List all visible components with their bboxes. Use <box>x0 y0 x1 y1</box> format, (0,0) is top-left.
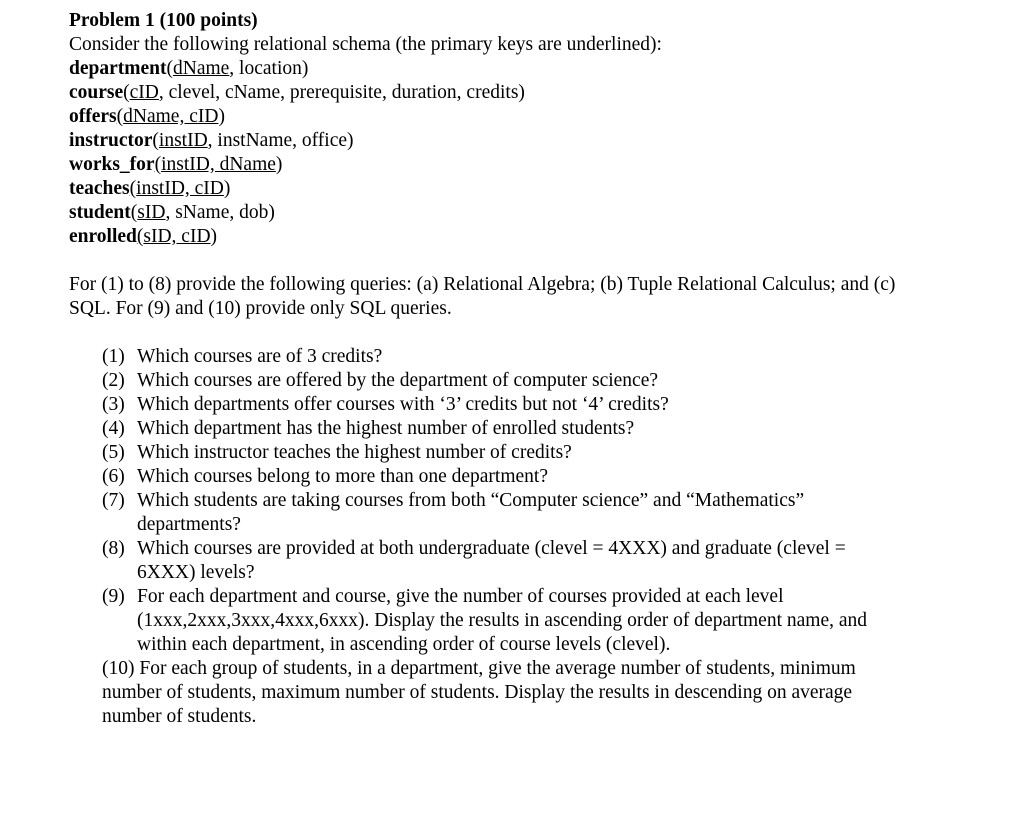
primary-key: sID, cID <box>143 226 211 247</box>
attributes: clevel, cName, prerequisite, duration, credits <box>168 82 519 103</box>
relation-name: student <box>69 202 131 223</box>
question-number: (9) <box>102 586 125 607</box>
primary-key: sID <box>137 202 166 223</box>
question-item <box>102 585 922 657</box>
schema-teaches <box>69 177 989 201</box>
schema-list <box>69 57 989 249</box>
relation-name: teaches <box>69 178 130 199</box>
question-text: Which department has the highest number of enrolled students? <box>137 418 635 439</box>
separator: , <box>158 82 169 103</box>
paren-close: ) <box>218 106 225 127</box>
relation-name: department <box>69 58 167 79</box>
paren-open: ( <box>136 226 144 247</box>
relation-name: offers <box>69 106 117 127</box>
question-number: (2) <box>102 370 125 391</box>
relation-name: course <box>69 82 124 103</box>
paren-close: ) <box>210 226 218 247</box>
relation-name: works_for <box>69 154 155 175</box>
question-number: (4) <box>102 418 125 439</box>
paren-open: ( <box>116 106 124 127</box>
primary-key: dName, cID <box>123 106 219 127</box>
primary-key: instID <box>158 130 208 151</box>
paren-open: ( <box>154 154 162 175</box>
question-item <box>102 417 922 441</box>
schema-department <box>69 57 989 81</box>
schema-enrolled <box>69 225 989 249</box>
schema-offers <box>69 105 989 129</box>
primary-key: instID, cID <box>136 178 224 199</box>
question-text-continued: within each department, in ascending order of course levels (clevel). <box>137 634 671 655</box>
question-text: Which instructor teaches the highest number of credits? <box>137 442 572 463</box>
primary-key: cID <box>129 82 159 103</box>
separator: , <box>165 202 176 223</box>
separator: , <box>229 58 240 79</box>
relation-name: enrolled <box>69 226 137 247</box>
question-text-continued: number of students, maximum number of students. Display the results in descending on average <box>102 682 853 703</box>
question-item-10 <box>102 657 922 729</box>
schema-instructor <box>69 129 989 153</box>
question-number: (5) <box>102 442 125 463</box>
paren-open: ( <box>123 82 130 103</box>
question-item <box>102 465 922 489</box>
relation-name: instructor <box>69 130 153 151</box>
schema-works-for <box>69 153 989 177</box>
question-item <box>102 369 922 393</box>
spacer <box>69 249 989 273</box>
paren-open: ( <box>129 178 137 199</box>
paren-close: ) <box>347 130 354 151</box>
paren-close: ) <box>223 178 231 199</box>
question-number: (7) <box>102 490 125 511</box>
schema-student <box>69 201 989 225</box>
question-number: (1) <box>102 346 125 367</box>
schema-course <box>69 81 989 105</box>
question-text: (10) For each group of students, in a department, give the average number of students, minimum <box>102 658 856 679</box>
question-text: Which courses belong to more than one department? <box>137 466 548 487</box>
question-item <box>102 345 922 369</box>
separator: , <box>207 130 218 151</box>
question-text-continued: 6XXX) levels? <box>137 562 255 583</box>
paren-close: ) <box>518 82 525 103</box>
instructions-line: SQL. For (9) and (10) provide only SQL queries. <box>69 298 452 319</box>
question-text: Which departments offer courses with ‘3’ credits but not ‘4’ credits? <box>137 394 669 415</box>
question-number: (3) <box>102 394 125 415</box>
question-item <box>102 441 922 465</box>
attributes: location <box>239 58 302 79</box>
question-list <box>102 345 922 729</box>
question-text-continued: departments? <box>137 514 241 535</box>
question-item <box>102 489 922 537</box>
question-text: Which students are taking courses from both “Computer science” and “Mathematics” <box>137 490 805 511</box>
paren-open: ( <box>130 202 138 223</box>
paren-open: ( <box>152 130 159 151</box>
attributes: instName, office <box>217 130 348 151</box>
question-text: Which courses are offered by the department of computer science? <box>137 370 659 391</box>
attributes: sName, dob <box>175 202 269 223</box>
paren-close: ) <box>301 58 309 79</box>
question-text-continued: number of students. <box>102 706 257 727</box>
document-body <box>69 9 989 321</box>
question-text-continued: (1xxx,2xxx,3xxx,4xxx,6xxx). Display the results in ascending order of department name, and <box>137 610 868 631</box>
question-text: Which courses are of 3 credits? <box>137 346 383 367</box>
question-item <box>102 393 922 417</box>
problem-title: Problem 1 (100 points) <box>69 10 258 31</box>
question-text: Which courses are provided at both undergraduate (clevel = 4XXX) and graduate (clevel = <box>137 538 846 559</box>
question-text: For each department and course, give the number of courses provided at each level <box>137 586 784 607</box>
instructions <box>69 273 969 321</box>
problem-intro: Consider the following relational schema (the primary keys are underlined): <box>69 34 662 55</box>
instructions-line: For (1) to (8) provide the following queries: (a) Relational Algebra; (b) Tuple Relational Calculus; and (c) <box>69 274 896 295</box>
question-number: (6) <box>102 466 125 487</box>
paren-close: ) <box>275 154 283 175</box>
primary-key: dName <box>172 58 230 79</box>
primary-key: instID, dName <box>161 154 276 175</box>
paren-open: ( <box>166 58 173 79</box>
question-number: (8) <box>102 538 125 559</box>
question-item <box>102 537 922 585</box>
paren-close: ) <box>268 202 275 223</box>
